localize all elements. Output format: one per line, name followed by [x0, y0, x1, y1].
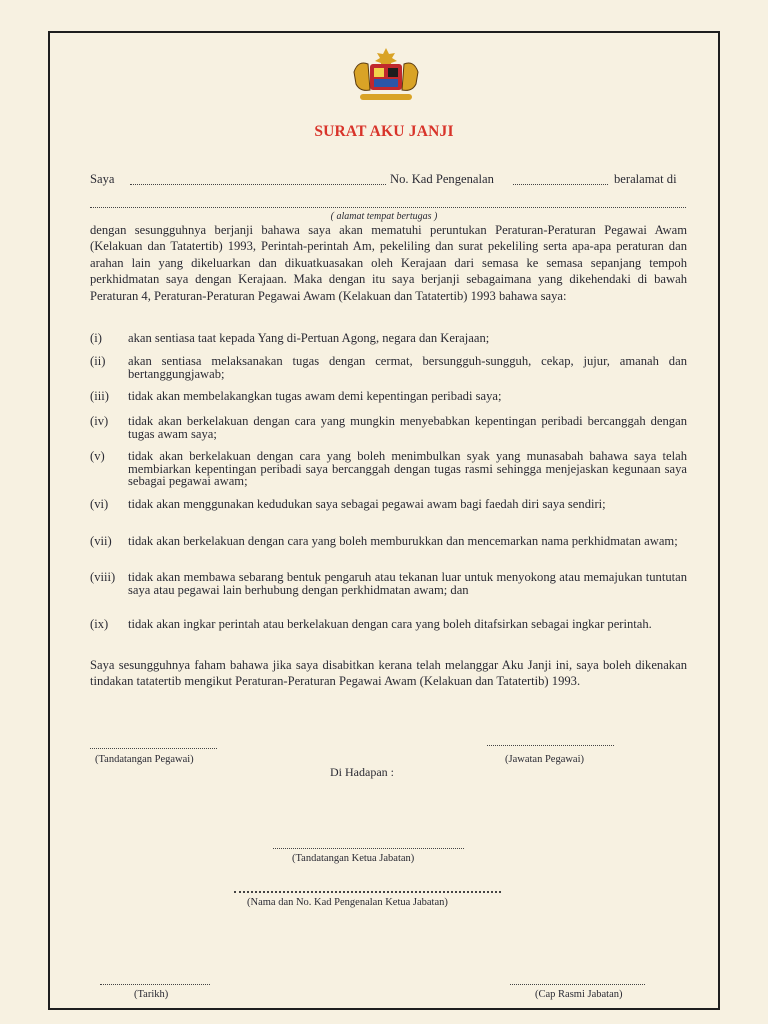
head-name-line[interactable] [234, 891, 501, 893]
date-line[interactable] [100, 984, 210, 985]
item-number: (ii) [90, 354, 106, 368]
item-text: akan sentiasa melaksanakan tugas dengan cermat, bersungguh-sungguh, cekap, jujur, amanah dan bertanggungjawab; [128, 354, 687, 381]
officer-signature-label: (Tandatangan Pegawai) [95, 754, 194, 765]
officer-position-label: (Jawatan Pegawai) [505, 754, 585, 765]
di-hadapan-label: Di Hadapan : [330, 765, 394, 779]
beralamat-label: beralamat di [614, 172, 677, 186]
head-name-label: (Nama dan No. Kad Pengenalan Ketua Jabatan) [247, 897, 448, 908]
item-text: tidak akan menggunakan kedudukan saya sebagai pegawai awam bagi faedah diri saya sendiri; [128, 497, 606, 511]
date-label: (Tarikh) [134, 989, 169, 1000]
item-text: tidak akan berkelakuan dengan cara yang mungkin menyebabkan kepentingan peribadi bercanggah dengan tugas awam saya; [128, 414, 687, 441]
item-number: (i) [90, 331, 102, 345]
item-number: (iv) [90, 414, 109, 428]
item-number: (ix) [90, 617, 109, 631]
item-text: akan sentiasa taat kepada Yang di-Pertuan Agong, negara dan Kerajaan; [128, 331, 490, 345]
officer-position-line[interactable] [487, 745, 614, 746]
item-number: (vii) [90, 534, 112, 548]
item-text: tidak akan berkelakuan dengan cara yang boleh menimbulkan syak yang munasabah bahawa saya telah membiarkan kepentingan peribadi saya bercanggah dengan tugas rasmi sehingga menjejaskan kegunaan saya sebagai pegawai awam; [128, 449, 687, 488]
head-signature-line[interactable] [273, 848, 464, 849]
item-number: (viii) [90, 570, 116, 584]
item-text: tidak akan ingkar perintah atau berkelakuan dengan cara yang boleh ditafsirkan sebagai ingkar perintah. [128, 617, 652, 631]
ic-label: No. Kad Pengenalan [390, 172, 494, 186]
item-number: (v) [90, 449, 105, 463]
item-text: tidak akan berkelakuan dengan cara yang boleh memburukkan dan mencemarkan nama perkhidmatan awam; [128, 534, 678, 548]
closing-paragraph: Saya sesungguhnya faham bahawa jika saya disabitkan kerana telah melanggar Aku Janji ini, saya boleh dikenakan tindakan tatatertib mengikut Peraturan-Peraturan Pegawai Awam (Kelakuan dan Tatatertib) 1993. [90, 658, 687, 689]
ic-field-dots[interactable] [513, 184, 608, 185]
item-text: tidak akan membawa sebarang bentuk pengaruh atau tekanan luar untuk menyokong atau memajukan tuntutan saya atau pegawai lain berhubung dengan perkhidmatan awam; dan [128, 570, 687, 597]
official-stamp-line[interactable] [510, 984, 645, 985]
officer-signature-line[interactable] [90, 748, 217, 749]
name-field-dots[interactable] [130, 184, 386, 185]
item-text: tidak akan membelakangkan tugas awam demi kepentingan peribadi saya; [128, 389, 502, 403]
coat-of-arms-emblem [346, 46, 426, 106]
intro-paragraph: dengan sesungguhnya berjanji bahawa saya akan mematuhi peruntukan Peraturan-Peraturan Pegawai Awam (Kelakuan dan Tatatertib) 1993, Perintah-perintah Am, pekeliling dan surat pekeliling serta apa-apa peraturan dan arahan lain yang dikeluarkan dan dikuatkuasakan oleh Kerajaan dari semasa ke semasa sepanjang tempoh perkhidmatan saya dengan Kerajaan. Maka dengan itu saya berjanji sebagaimana yang dikehendaki di bawah Peraturan 4, Peraturan-Peraturan Pegawai Awam (Kelakuan dan Tatatertib) 1993 bahawa saya: [90, 223, 687, 303]
address-field-dots[interactable] [90, 207, 686, 208]
address-note: ( alamat tempat bertugas ) [330, 211, 438, 222]
official-stamp-label: (Cap Rasmi Jabatan) [535, 989, 623, 1000]
item-number: (vi) [90, 497, 109, 511]
saya-label: Saya [90, 172, 115, 186]
item-number: (iii) [90, 389, 109, 403]
document-title: SURAT AKU JANJI [314, 123, 454, 140]
head-signature-label: (Tandatangan Ketua Jabatan) [292, 853, 415, 864]
